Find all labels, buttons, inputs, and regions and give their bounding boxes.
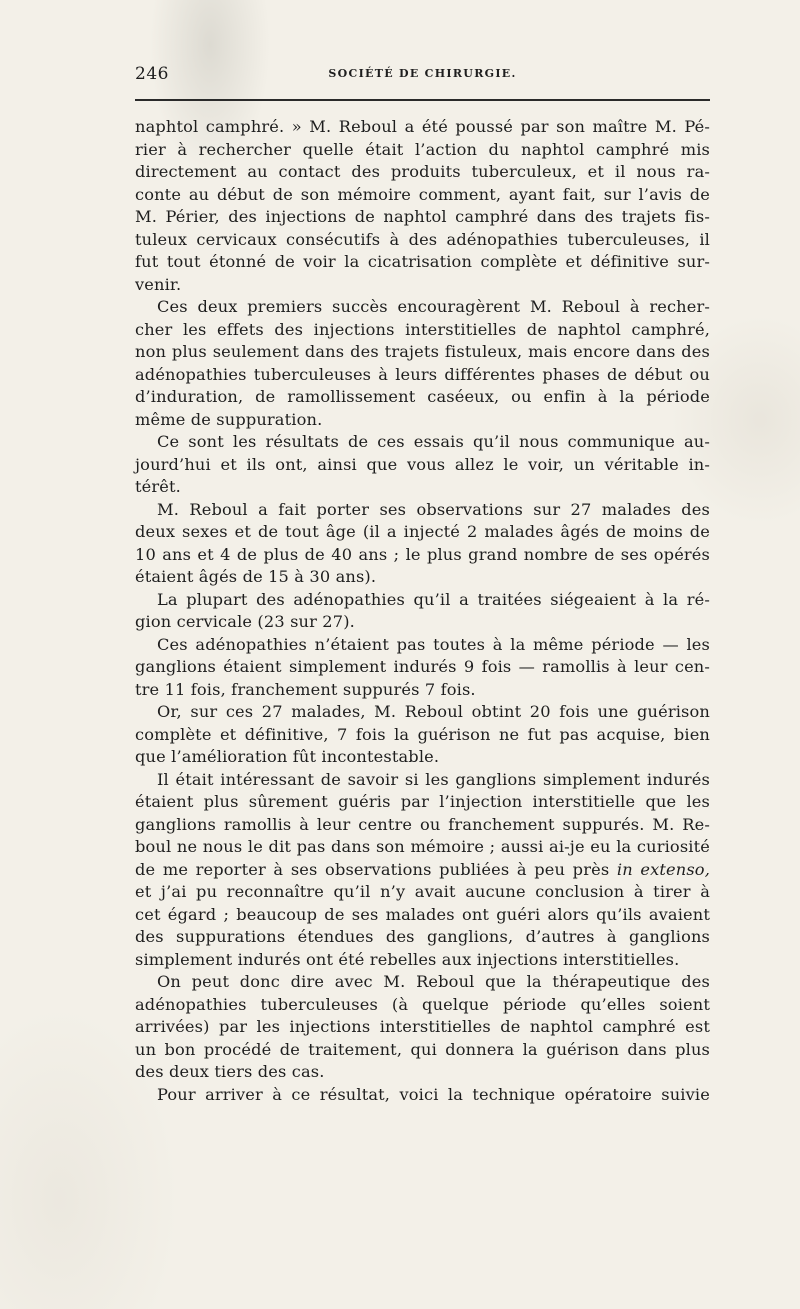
text-line: On peut donc dire avec M. Reboul que la thérapeutique des xyxy=(157,972,710,991)
text-line: des suppurations étendues des ganglions, d’autres à ganglions xyxy=(135,927,710,946)
text-line: 10 ans et 4 de plus de 40 ans ; le plus grand nombre de ses opérés xyxy=(135,544,710,564)
text-line: Or, sur ces 27 malades, M. Reboul obtint 20 fois une guérison xyxy=(157,702,710,721)
text-line: naphtol camphré. » M. Reboul a été poussé par son maître M. Pé- xyxy=(135,117,710,136)
text-line: Pour arriver à ce résultat, voici la technique opératoire suivie xyxy=(157,1084,710,1104)
body-text xyxy=(135,116,710,1106)
text-line: adénopathies tuberculeuses (à quelque période qu’elles soient xyxy=(135,994,710,1014)
text-line: Ce sont les résultats de ces essais qu’il nous communique au- xyxy=(157,432,710,451)
text-line: La plupart des adénopathies qu’il a traitées siégeaient à la ré- xyxy=(157,589,710,609)
text-segment: de me reporter à ses observations publiées à peu près xyxy=(135,859,610,879)
text-line: boul ne nous le dit pas dans son mémoire ; aussi ai-je eu la curiosité xyxy=(135,837,710,856)
text-line: deux sexes et de tout âge (il a injecté 2 malades âgés de moins de xyxy=(135,522,710,541)
running-head: SOCIÉTÉ DE CHIRURGIE. xyxy=(328,67,517,80)
text-line: cher les effets des injections interstitielles de naphtol camphré, xyxy=(135,319,710,339)
text-line: et j’ai pu reconnaître qu’il n’y avait aucune conclusion à tirer à xyxy=(135,882,710,901)
text-line: tre 11 fois, franchement suppurés 7 fois. xyxy=(135,679,476,699)
text-line: un bon procédé de traitement, qui donnera la guérison dans plus xyxy=(135,1039,710,1059)
text-line: ganglions ramollis à leur centre ou franchement suppurés. M. Re- xyxy=(135,814,710,834)
text-line: étaient âgés de 15 à 30 ans). xyxy=(135,567,377,586)
page-header xyxy=(135,64,710,88)
text-line: tuleux cervicaux consécutifs à des adénopathies tuberculeuses, il xyxy=(135,229,710,249)
text-line: directement au contact des produits tuberculeux, et il nous ra- xyxy=(135,162,710,181)
text-line: non plus seulement dans des trajets fistuleux, mais encore dans des xyxy=(135,342,710,361)
text-line: Il était intéressant de savoir si les ganglions simplement indurés xyxy=(157,769,710,789)
text-line: simplement indurés ont été rebelles aux injections interstitielles. xyxy=(135,949,680,969)
text-line: conte au début de son mémoire comment, ayant fait, sur l’avis de xyxy=(135,184,710,204)
text-line: rier à rechercher quelle était l’action du naphtol camphré mis xyxy=(135,139,710,159)
text-line: térêt. xyxy=(135,477,181,496)
text-line: ganglions étaient simplement indurés 9 fois — ramollis à leur cen- xyxy=(135,657,710,676)
text-line: M. Périer, des injections de naphtol camphré dans des trajets fis- xyxy=(135,207,710,226)
text-line: jourd’hui et ils ont, ainsi que vous allez le voir, un véritable in- xyxy=(135,454,710,474)
text-line: étaient plus sûrement guéris par l’injection interstitielle que les xyxy=(135,792,710,811)
text-line: même de suppuration. xyxy=(135,409,323,429)
text-line-with-italic xyxy=(135,859,710,882)
italic-phrase: in extenso, xyxy=(616,859,710,879)
text-line: adénopathies tuberculeuses à leurs différentes phases de début ou xyxy=(135,364,710,384)
header-rule xyxy=(135,99,710,101)
text-line: venir. xyxy=(135,274,182,294)
text-line: Ces adénopathies n’étaient pas toutes à la même période — les xyxy=(157,634,710,654)
text-line: des deux tiers des cas. xyxy=(135,1062,325,1081)
text-line: complète et définitive, 7 fois la guérison ne fut pas acquise, bien xyxy=(135,724,710,744)
text-line: fut tout étonné de voir la cicatrisation complète et définitive sur- xyxy=(135,252,710,271)
text-line: M. Reboul a fait porter ses observations sur 27 malades des xyxy=(157,499,710,519)
page-number: 246 xyxy=(135,64,169,84)
text-line: d’induration, de ramollissement caséeux, ou enfin à la période xyxy=(135,387,710,406)
text-line: Ces deux premiers succès encouragèrent M. Reboul à recher- xyxy=(157,297,710,316)
text-line: que l’amélioration fût incontestable. xyxy=(135,747,440,766)
text-line: gion cervicale (23 sur 27). xyxy=(135,612,355,631)
text-line: cet égard ; beaucoup de ses malades ont guéri alors qu’ils avaient xyxy=(135,904,710,924)
text-line: arrivées) par les injections interstitielles de naphtol camphré est xyxy=(135,1017,710,1036)
